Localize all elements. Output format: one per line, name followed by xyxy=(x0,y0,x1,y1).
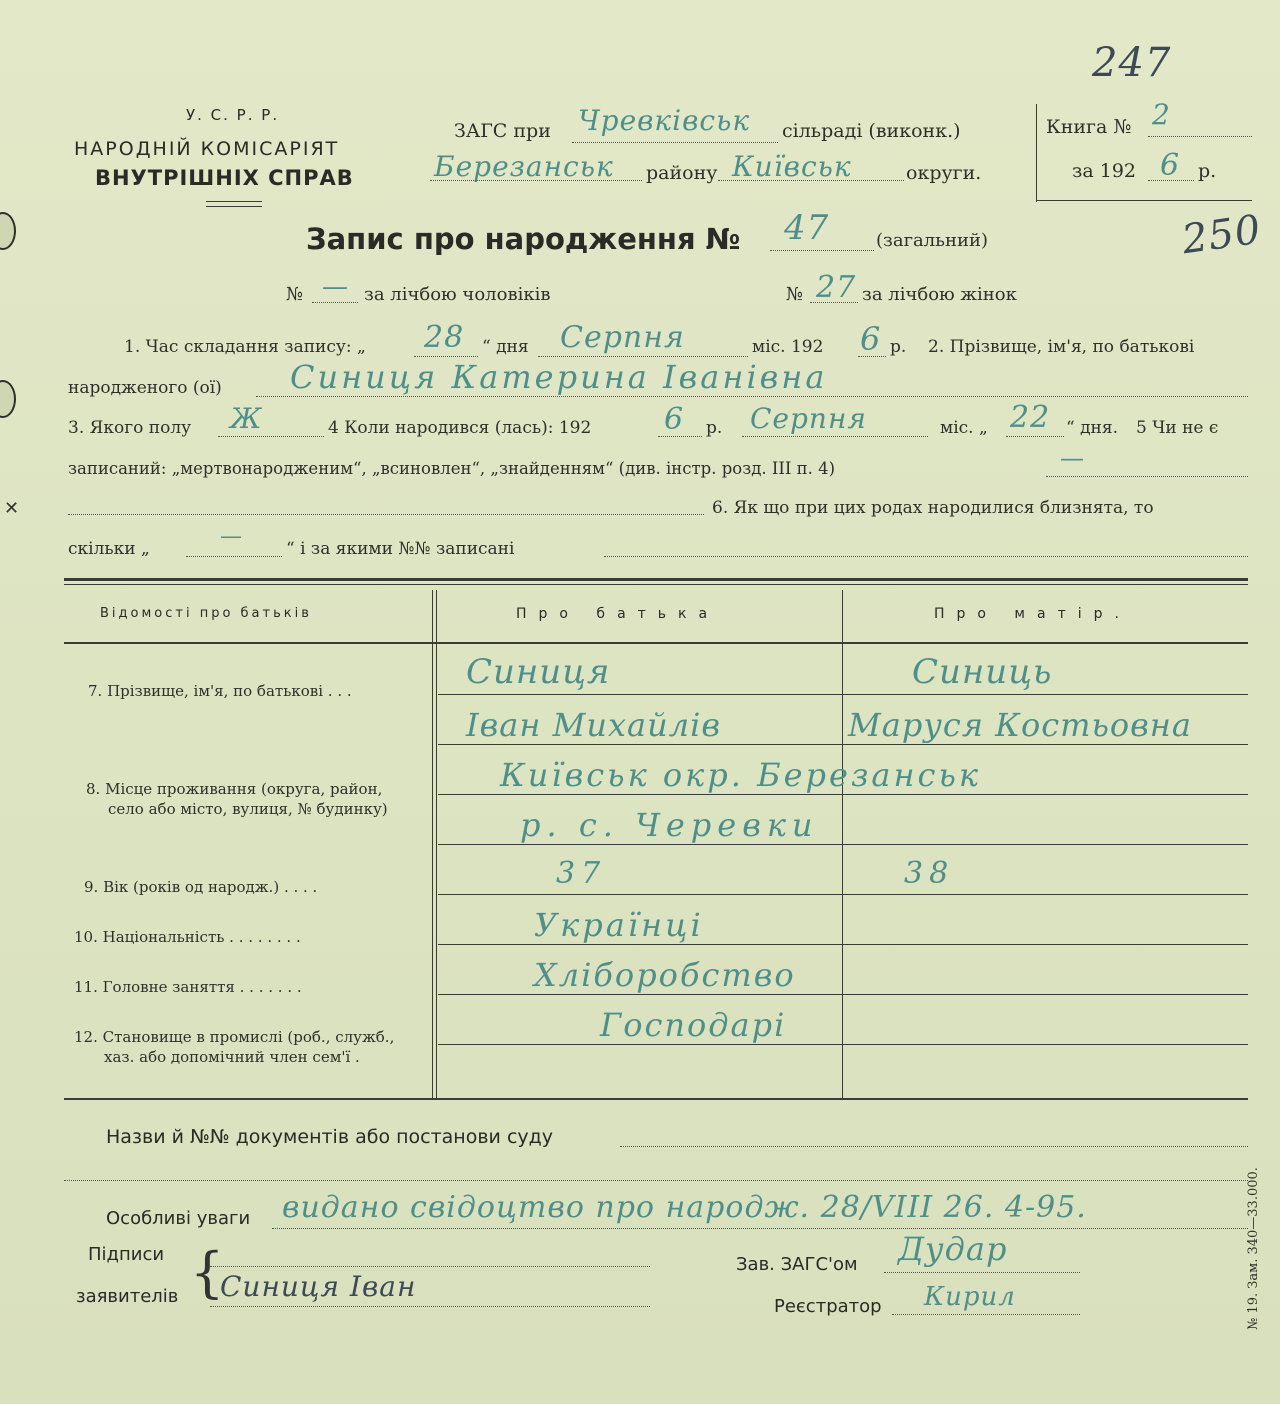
row-label-position-1: 12. Становище в промислі (роб., служб., xyxy=(74,1028,395,1046)
record-number-handwritten: 47 xyxy=(784,208,830,248)
dotted-line xyxy=(742,436,928,437)
mother-name-handwritten: Маруся Костьовна xyxy=(848,706,1192,744)
book-label: Книга № xyxy=(1046,116,1132,138)
field4-label: 4 Коли народився (лась): 192 xyxy=(328,418,592,438)
field6-line2-a: скільки „ xyxy=(68,539,150,559)
registrar-label: Реєстратор xyxy=(774,1296,882,1317)
birth-day-handwritten: 22 xyxy=(1010,400,1051,435)
zags-prefix: ЗАГС при xyxy=(454,120,551,142)
dotted-line xyxy=(1006,436,1064,437)
row-label-nationality: 10. Національність . . . . . . . . xyxy=(74,928,301,946)
dotted-line xyxy=(272,1228,1248,1229)
table-row-line xyxy=(438,944,1248,945)
field1-label: 1. Час складання запису: „ xyxy=(124,337,366,357)
field5-answer-handwritten: — xyxy=(1060,444,1085,472)
commissariat-line1: НАРОДНІЙ КОМІСАРІЯТ xyxy=(74,138,340,160)
table-top-border xyxy=(64,584,1248,585)
mother-age-handwritten: 38 xyxy=(904,856,955,891)
field1-month-handwritten: Серпня xyxy=(560,320,685,355)
table-column-divider xyxy=(432,590,433,1100)
field4-r: р. xyxy=(706,418,723,438)
field2-born-label: народженого (ої) xyxy=(68,378,222,398)
women-prefix: № xyxy=(786,284,804,305)
okrug-label: округи. xyxy=(906,162,982,184)
dotted-line xyxy=(620,1146,1248,1147)
women-label: за лічбою жінок xyxy=(862,284,1017,305)
print-code: № 19. Зам. 340—33.000. xyxy=(1246,1167,1261,1330)
table-header-border xyxy=(64,642,1248,644)
table-bottom-border xyxy=(64,1098,1248,1100)
child-name-handwritten: Синиця Катерина Іванівна xyxy=(290,358,828,396)
men-prefix: № xyxy=(286,284,304,305)
book-year-handwritten: 6 xyxy=(1160,148,1181,183)
father-surname-handwritten: Синиця xyxy=(466,652,611,692)
field1-day-handwritten: 28 xyxy=(424,320,465,355)
table-column-divider xyxy=(842,590,843,1100)
field6-label: 6. Як що при цих родах народилися близнята, то xyxy=(712,498,1154,518)
dotted-line xyxy=(414,356,478,357)
row-label-age: 9. Вік (років од народж.) . . . . xyxy=(84,878,318,896)
dotted-line xyxy=(770,250,874,251)
birth-month-handwritten: Серпня xyxy=(750,402,867,435)
field3-label: 3. Якого полу xyxy=(68,418,192,438)
sex-handwritten: Ж xyxy=(230,402,263,435)
table-row-line xyxy=(438,694,1248,695)
birth-year-handwritten: 6 xyxy=(664,402,685,437)
head-label: Зав. ЗАГС'ом xyxy=(736,1254,858,1275)
women-count-handwritten: 27 xyxy=(816,270,857,305)
dotted-line xyxy=(430,180,642,181)
book-year-prefix: за 192 xyxy=(1072,160,1136,182)
registrar-signature-handwritten: Кирил xyxy=(924,1282,1016,1312)
signatures-label-1: Підписи xyxy=(88,1244,165,1265)
margin-mark: ✕ xyxy=(4,498,20,519)
nationality-handwritten: Українці xyxy=(534,906,704,944)
residence-line2-handwritten: р. с. Черевки xyxy=(520,806,819,844)
village-handwritten: Чревківськ xyxy=(578,104,751,137)
dotted-line xyxy=(1148,136,1252,137)
documents-label: Назви й №№ документів або постанови суду xyxy=(106,1126,554,1148)
header-rule xyxy=(206,201,262,202)
table-row-line xyxy=(438,744,1248,745)
district-label: району xyxy=(646,162,718,184)
signatures-brace: { xyxy=(190,1241,225,1304)
residence-line1-handwritten: Київськ окр. Березанськ xyxy=(500,756,981,794)
notes-handwritten: видано свідоцтво про народж. 28/VIII 26. 4-95. xyxy=(282,1190,1087,1225)
field6-line2-b: “ і за якими №№ записані xyxy=(286,539,515,559)
dotted-line xyxy=(572,142,778,143)
mother-surname-handwritten: Синиць xyxy=(912,652,1053,692)
book-box-border xyxy=(1036,200,1252,201)
column-header-mother: Про матір. xyxy=(934,606,1131,622)
men-label: за лічбою чоловіків xyxy=(364,284,551,305)
field1-year-handwritten: 6 xyxy=(860,320,882,358)
column-header-father: Про батька xyxy=(516,606,720,622)
page-title: Запис про народження № xyxy=(306,222,741,256)
field4-mis: міс. „ xyxy=(940,418,988,438)
father-name-handwritten: Іван Михайлів xyxy=(466,706,721,744)
field2-label: 2. Прізвище, ім'я, по батькові xyxy=(928,337,1195,357)
header-rule xyxy=(206,206,262,207)
dotted-line xyxy=(68,514,704,515)
book-box-border xyxy=(1036,104,1037,202)
book-year-suffix: р. xyxy=(1198,160,1217,182)
applicant-signature-handwritten: Синиця Іван xyxy=(220,1270,417,1303)
dotted-line xyxy=(884,1272,1080,1273)
page-number: 247 xyxy=(1092,40,1172,86)
dotted-line xyxy=(210,1306,650,1307)
row-label-residence-2: село або місто, вулиця, № будинку) xyxy=(108,800,388,818)
occupation-handwritten: Хліборобство xyxy=(534,956,796,994)
dotted-line xyxy=(218,436,324,437)
ussr-header: У. С. Р. Р. xyxy=(186,106,280,124)
table-row-line xyxy=(438,994,1248,995)
signatures-label-2: заявителів xyxy=(76,1286,179,1307)
dotted-line xyxy=(604,556,1248,557)
table-column-divider xyxy=(436,590,437,1100)
column-header-info: Відомості про батьків xyxy=(100,606,312,621)
okrug-handwritten: Київськ xyxy=(732,150,852,183)
table-top-border xyxy=(64,578,1248,581)
district-handwritten: Березанськ xyxy=(434,150,614,183)
dotted-line xyxy=(1046,476,1248,477)
twins-count-handwritten: — xyxy=(220,524,243,549)
notes-label: Особливі уваги xyxy=(106,1208,251,1229)
dotted-line xyxy=(312,302,358,303)
father-age-handwritten: 37 xyxy=(556,856,607,891)
dotted-line xyxy=(892,1314,1080,1315)
row-label-occupation: 11. Головне заняття . . . . . . . xyxy=(74,978,302,996)
field1-r: р. xyxy=(890,337,907,357)
dotted-line xyxy=(538,356,748,357)
punch-hole xyxy=(0,380,16,418)
table-row-line xyxy=(438,794,1248,795)
dotted-line xyxy=(256,396,1248,397)
men-count-handwritten: — xyxy=(322,272,349,302)
commissariat-line2: ВНУТРІШНІХ СПРАВ xyxy=(95,166,354,190)
table-row-line xyxy=(438,1044,1248,1045)
row-label-name: 7. Прізвище, ім'я, по батькові . . . xyxy=(88,682,352,700)
row-label-residence-1: 8. Місце проживання (округа, район, xyxy=(86,780,383,798)
dotted-line xyxy=(210,1266,650,1267)
dotted-line xyxy=(186,556,282,557)
table-row-line xyxy=(438,894,1248,895)
book-number-handwritten: 2 xyxy=(1152,98,1171,131)
head-signature-handwritten: Дудар xyxy=(898,1230,1008,1268)
table-row-line xyxy=(438,844,1248,845)
row-label-position-2: хаз. або допомічний член сем'ї . xyxy=(104,1048,360,1066)
field5-label: 5 Чи не є xyxy=(1136,418,1219,438)
position-handwritten: Господарі xyxy=(600,1006,787,1044)
village-suffix: сільраді (виконк.) xyxy=(782,120,961,142)
dotted-line xyxy=(64,1180,1248,1181)
field5-line2: записаний: „мертвонародженим“, „всиновлен“, „знайденням“ (див. інстр. розд. III п. 4) xyxy=(68,459,836,478)
field1-year-label: міс. 192 xyxy=(752,337,824,357)
punch-hole xyxy=(0,212,16,250)
field4-day-label: “ дня. xyxy=(1066,418,1119,438)
field1-day-label: “ дня xyxy=(482,337,529,357)
title-suffix: (загальний) xyxy=(876,230,988,251)
side-number: 250 xyxy=(1179,206,1265,264)
